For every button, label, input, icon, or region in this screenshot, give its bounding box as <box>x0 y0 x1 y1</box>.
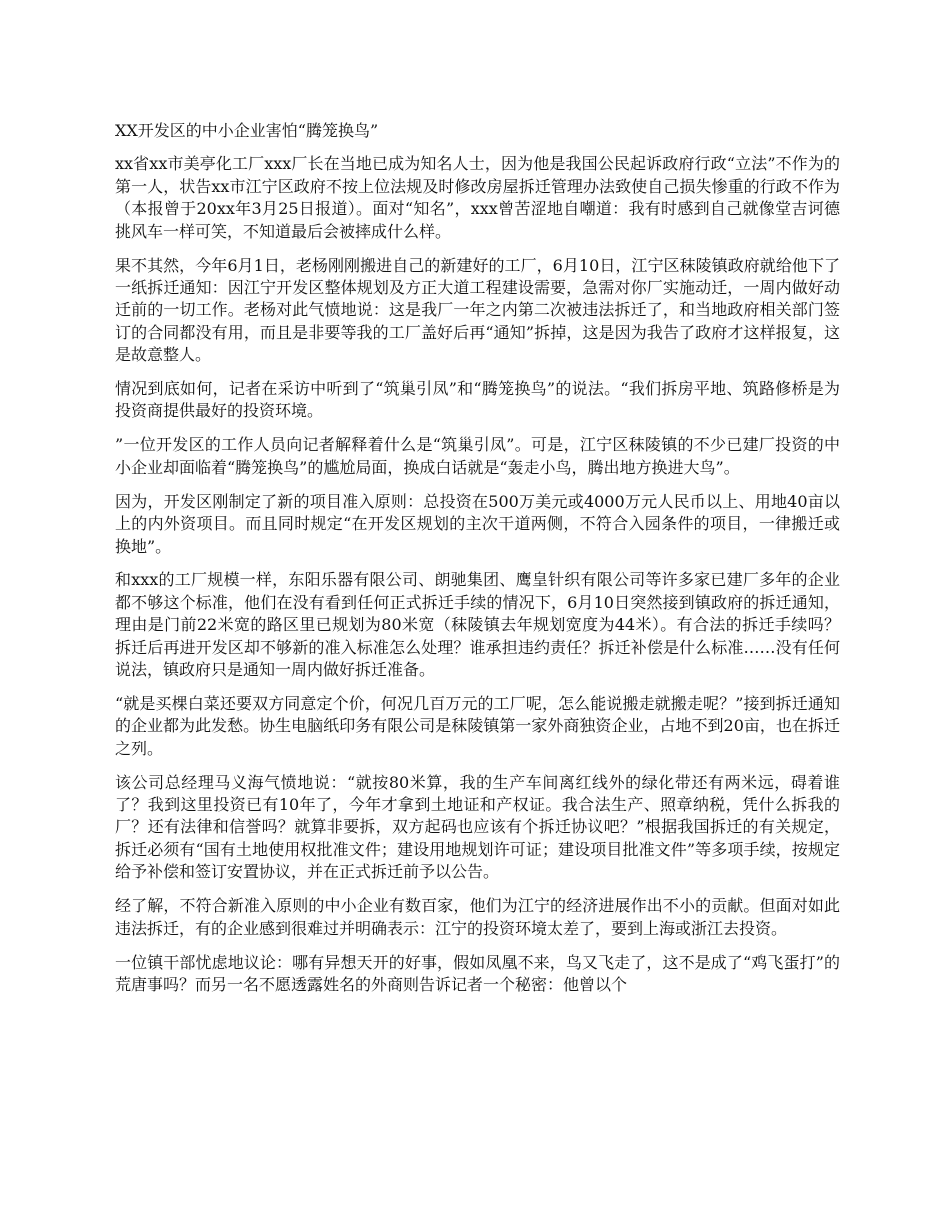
paragraph-6: 和xxx的工厂规模一样，东阳乐器有限公司、朗驰集团、鹰皇针织有限公司等许多家已建厂多年的企业都不够这个标准，他们在没有看到任何正式拆迁手续的情况下，6月10日突然接到镇政府的拆迁通知，理由是门前22米宽的路区里已规划为80米宽（秣陵镇去年规划宽度为44米）。有合法的拆迁手续吗？拆迁后再进开发区却不够新的准入标准怎么处理？谁承担违约责任？拆迁补偿是什么标准……没有任何说法，镇政府只是通知一周内做好拆迁准备。 <box>115 570 840 680</box>
paragraph-4: ”一位开发区的工作人员向记者解释着什么是“筑巢引凤”。可是，江宁区秣陵镇的不少已建厂投资的中小企业却面临着“腾笼换鸟”的尴尬局面，换成白话就是“轰走小鸟，腾出地方换进大鸟”。 <box>115 435 840 477</box>
paragraph-3: 情况到底如何，记者在采访中听到了“筑巢引凤”和“腾笼换鸟”的说法。“我们拆房平地、筑路修桥是为投资商提供最好的投资环境。 <box>115 379 840 421</box>
paragraph-9: 经了解，不符合新准入原则的中小企业有数百家，他们为江宁的经济进展作出不小的贡献。但面对如此违法拆迁，有的企业感到很难过并明确表示：江宁的投资环境太差了，要到上海或浙江去投资。 <box>115 896 840 938</box>
paragraph-5: 因为，开发区刚制定了新的项目准入原则：总投资在500万美元或4000万元人民币以上、用地40亩以上的内外资项目。而且同时规定“在开发区规划的主次干道两侧，不符合入园条件的项目，一律搬迁或换地”。 <box>115 491 840 556</box>
paragraph-10: 一位镇干部忧虑地议论：哪有异想天开的好事，假如凤凰不来，鸟又飞走了，这不是成了“鸡飞蛋打”的荒唐事吗？而另一名不愿透露姓名的外商则告诉记者一个秘密：他曾以个 <box>115 952 840 994</box>
paragraph-8: 该公司总经理马义海气愤地说：“就按80米算，我的生产车间离红线外的绿化带还有两米远，碍着谁了？我到这里投资已有10年了，今年才拿到土地证和产权证。我合法生产、照章纳税，凭什么拆我的厂？还有法律和信誉吗？就算非要拆，双方起码也应该有个拆迁协议吧？”根据我国拆迁的有关规定，拆迁必须有“国有土地使用权批准文件；建设用地规划许可证；建设项目批准文件”等多项手续，按规定给予补偿和签订安置协议，并在正式拆迁前予以公告。 <box>115 772 840 882</box>
paragraph-1: xx省xx市美亭化工厂xxx厂长在当地已成为知名人士，因为他是我国公民起诉政府行政“立法”不作为的第一人，状告xx市江宁区政府不按上位法规及时修改房屋拆迁管理办法致使自己损失惨重的行政不作为（本报曾于20xx年3月25日报道）。面对“知名”，xxx曾苦涩地自嘲道：我有时感到自己就像堂吉诃德挑风车一样可笑，不知道最后会被摔成什么样。 <box>115 154 840 241</box>
paragraph-2: 果不其然，今年6月1日，老杨刚刚搬进自己的新建好的工厂，6月10日，江宁区秣陵镇政府就给他下了一纸拆迁通知：因江宁开发区整体规划及方正大道工程建设需要，急需对你厂实施动迁，一周内做好动迁前的一切工作。老杨对此气愤地说：这是我厂一年之内第二次被违法拆迁了，和当地政府相关部门签订的合同都没有用，而且是非要等我的工厂盖好后再“通知”拆掉，这是因为我告了政府才这样报复，这是故意整人。 <box>115 255 840 365</box>
document-title: XX开发区的中小企业害怕“腾笼换鸟” <box>115 121 379 140</box>
document-page <box>115 120 840 1008</box>
paragraph-7: “就是买棵白菜还要双方同意定个价，何况几百万元的工厂呢，怎么能说搬走就搬走呢？”接到拆迁通知的企业都为此发愁。协生电脑纸印务有限公司是秣陵镇第一家外商独资企业，占地不到20亩，也在拆迁之列。 <box>115 693 840 758</box>
